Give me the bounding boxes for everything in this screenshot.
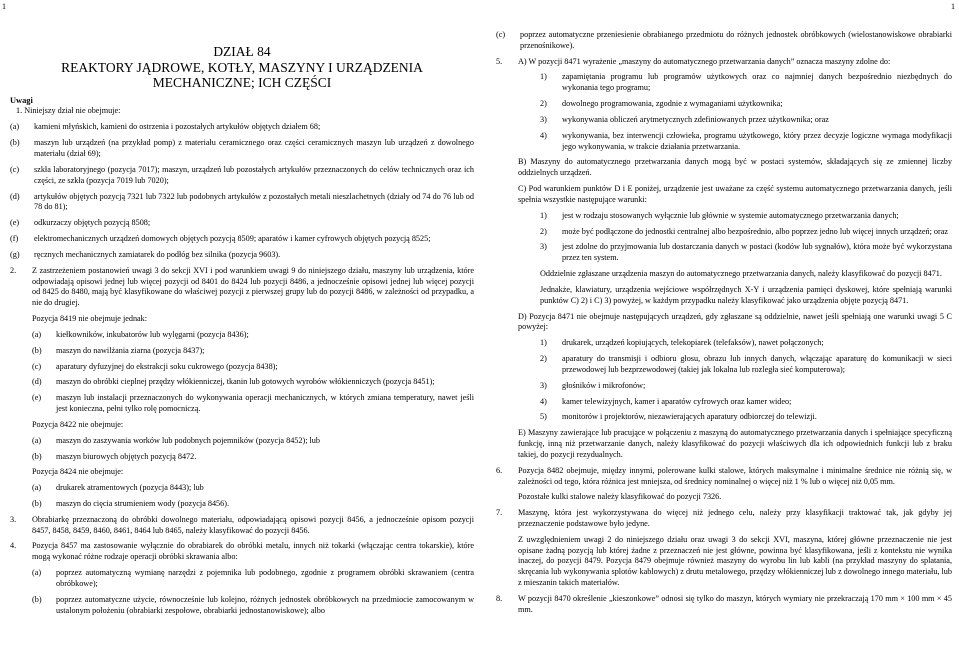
notes-heading: Uwagi — [10, 95, 33, 105]
note-number: 8. — [496, 593, 503, 603]
note-5d: D) Pozycja 8471 nie obejmuje następujących urządzeń, gdy zgłaszane są oddzielnie, nawet jeśli spełniają one warunki uwagi 5 C powyżej: — [518, 311, 952, 332]
item-label: (b) — [10, 138, 20, 148]
item-label: 5) — [540, 412, 547, 422]
list-item — [540, 211, 952, 222]
item-text: jest zdolne do przyjmowania lub dostarczania danych w postaci (kodów lub sygnałów), która może być wykorzystana przez ten system. — [562, 242, 952, 263]
item-text: poprzez automatyczne użycie, równocześnie lub kolejno, różnych jednostek obróbkowych na przedmiocie zamocowanym w ustalonym położeniu (obrabiarki zespołowe, obrabiarki jednostanowiskowe); albo — [56, 594, 474, 615]
item-label: (b) — [32, 499, 42, 508]
item-label: (c) — [10, 164, 20, 174]
note-2-text: Z zastrzeżeniem postanowień uwagi 3 do sekcji XVI i pod warunkiem uwagi 9 do niniejszego działu, maszyny lub urządzenia, które odpowiadają opisowi jednej lub więcej pozycji od 8401 do 8424 lub pozycji 8486, a jednocześnie opisowi jednej lub więcej pozycji od 8425 do 8480, mają być klasyfikowane do właściwej pozycji z pierwszej grupy lub do pozycji 8486, w zależności od przypadku, a nie do drugiej. — [32, 265, 474, 308]
p8422-heading: Pozycja 8422 nie obejmuje: — [32, 419, 124, 429]
list-item — [32, 393, 474, 415]
note-4c — [496, 30, 952, 52]
note-5c-list — [496, 211, 952, 264]
note-5a-list — [496, 72, 952, 152]
list-item — [32, 499, 474, 510]
item-label: 1) — [540, 338, 547, 348]
item-label: (d) — [32, 377, 42, 387]
note-7-para-2: Z uwzględnieniem uwagi 2 do niniejszego działu oraz uwagi 3 do sekcji XVI, maszyna, której główne przeznaczenie nie jest opisane żadną pozycją lub której żadne z przeznaczeń nie jest główne, powinna być klasyfikowana, jeśli z kontekstu nie wynika inaczej, do pozycji 8479. Pozycja 8479 obejmuje również maszyny do wyrobu lin lub kabli (na przykład maszyny do splatania, skręcania lub wykonywania splotów kablowych) z drutu metalowego, przędzy włókienniczej lub z dowolnego innego materiału, lub z mieszanin takich materiałów. — [518, 534, 952, 588]
item-text: drukarek atramentowych (pozycja 8443); lub — [56, 483, 204, 493]
item-text: maszyn do nawilżania ziarna (pozycja 8437); — [56, 345, 205, 355]
item-text: poprzez automatyczne przeniesienie obrabianego przedmiotu do różnych jednostek obróbkowych (wielostanowiskowe obrabiarki przenośnikowe). — [520, 30, 952, 50]
item-text: kamieni młyńskich, kamieni do ostrzenia i pozostałych artykułów objętych działem 68; — [34, 122, 321, 132]
item-text: maszyn lub instalacji przeznaczonych do wykonywania operacji mechanicznych, w których zmiana temperatury, nawet jeśli jest konieczna, pełni tylko rolę pomocniczą. — [56, 393, 474, 414]
item-text: kiełkowników, inkubatorów lub wylęgarni (pozycja 8436); — [56, 329, 249, 339]
note-1-list — [10, 122, 474, 260]
chapter-number: DZIAŁ 84 — [213, 44, 271, 59]
note-5b: B) Maszyny do automatycznego przetwarzania danych mogą być w postaci systemów, składających się ze zmiennej liczby oddzielnych urządzeń. — [518, 157, 952, 178]
list-item — [32, 483, 474, 494]
item-text: wykonywania obliczeń arytmetycznych zdefiniowanych przez użytkownika; oraz — [562, 114, 829, 124]
note-5c: C) Pod warunkiem punktów D i E poniżej, urządzenie jest uważane za część systemu automatycznego przetwarzania danych, jeśli spełnia wszystkie następujące warunki: — [518, 184, 952, 204]
list-item — [540, 99, 952, 110]
note-number: 3. — [10, 514, 17, 524]
page-number-right: 1 — [951, 2, 955, 11]
note-6-text: Pozycja 8482 obejmuje, między innymi, polerowane kulki stalowe, których maksymalne i minimalne średnice nie różnią się, w zależności od tego, która różnica jest mniejsza, od średnicy nominalnej o więcej niż 1 % lub o więcej niż 0,05 mm. — [518, 465, 952, 486]
item-label: (d) — [10, 191, 20, 201]
item-label: (b) — [32, 451, 42, 461]
chapter-title-line-2: MECHANICZNE; ICH CZĘŚCI — [152, 75, 332, 91]
note-3-text: Obrabiarkę przeznaczoną do obróbki dowolnego materiału, odpowiadającą opisowi pozycji 8456, a jednocześnie opisom pozycji 8457, 8458, 8459, 8460, 8461, 8464 lub 8465, należy klasyfikować do pozycji 8456. — [32, 514, 474, 535]
note-2-sub — [10, 314, 474, 510]
item-text: jest w rodzaju stosowanych wyłącznie lub głównie w systemie automatycznego przetwarzania danych; — [562, 210, 899, 220]
note-8-text: W pozycji 8470 określenie „kieszonkowe” odnosi się tylko do maszyn, których wymiary nie przekraczają 170 mm × 100 mm × 45 mm. — [518, 593, 952, 614]
item-label: (a) — [32, 568, 42, 578]
note-5e: E) Maszyny zawierające lub pracujące w połączeniu z maszyną do automatycznego przetwarzania danych i spełniające specyficzną funkcję, inną niż przetwarzanie danych, należy klasyfikować do pozycji właściwych dla ich odpowiednich funkcji lub z braku takiej, do pozycji rezydualnych. — [518, 428, 952, 459]
item-label: 4) — [540, 396, 547, 406]
list-item — [10, 192, 474, 214]
list-item — [540, 412, 952, 423]
item-label: (a) — [32, 329, 42, 339]
list-item — [10, 234, 474, 245]
note-4-text: Pozycja 8457 ma zastosowanie wyłącznie do obrabiarek do obróbki metalu, innych niż tokarki (włączając centra tokarskie), które mogą wykonać różne rodzaje operacji obróbki skrawania albo: — [32, 541, 474, 562]
list-item — [540, 227, 952, 238]
item-text: wykonywania, bez interwencji człowieka, programu użytkowego, który przez decyzje logiczne wymaga modyfikacji jego wykonywania, w trakcie działania przetwarzania. — [562, 130, 952, 151]
list-item — [540, 397, 952, 408]
item-label: (e) — [10, 218, 20, 228]
item-text: kamer telewizyjnych, kamer i aparatów cyfrowych oraz kamer wideo; — [562, 396, 792, 406]
item-text: maszyn lub urządzeń (na przykład pomp) z materiału ceramicznego oraz części ceramicznych maszyn lub urządzeń z dowolnego materiału (dział 69); — [34, 138, 474, 159]
item-label: (c) — [32, 361, 42, 371]
item-label: (e) — [32, 393, 42, 403]
item-text: aparatury dyfuzyjnej do ekstrakcji soku cukrowego (pozycja 8438); — [56, 361, 278, 371]
item-text: głośników i mikrofonów; — [562, 380, 646, 390]
p8424-heading: Pozycja 8424 nie obejmuje: — [32, 467, 124, 477]
list-item — [32, 330, 474, 341]
note-number: 2. — [10, 265, 17, 275]
item-text: może być podłączone do jednostki centralnej albo bezpośrednio, albo poprzez jedno lub więcej innych urządzeń; oraz — [562, 226, 949, 236]
item-text: maszyn biurowych objętych pozycją 8472. — [56, 451, 197, 461]
list-item — [10, 122, 474, 133]
item-text: szkła laboratoryjnego (pozycja 7017); maszyn, urządzeń lub pozostałych artykułów przeznaczonych do celów technicznych oraz ich części, ze szkła (pozycja 7019 lub 7020); — [34, 164, 474, 185]
list-item — [540, 72, 952, 94]
note-1-intro: 1. Niniejszy dział nie obejmuje: — [16, 105, 121, 115]
item-text: ręcznych mechanicznych zamiatarek do podłóg bez silnika (pozycja 9603). — [34, 249, 281, 259]
item-text: maszyn do obróbki cieplnej przędzy włókienniczej, tkanin lub gotowych wyrobów włókienniczych (pozycja 8451); — [56, 377, 435, 387]
left-column — [10, 0, 474, 621]
list-item — [10, 250, 474, 261]
item-text: elektromechanicznych urządzeń domowych objętych pozycją 8509; aparatów i kamer cyfrowych objętych pozycją 8525; — [34, 234, 431, 244]
list-item — [32, 362, 474, 373]
item-text: monitorów i projektorów, niezawierających aparatury odbiorczej do telewizji. — [562, 412, 817, 422]
list-item — [10, 218, 474, 229]
chapter-title-line-1: REAKTORY JĄDROWE, KOTŁY, MASZYNY I URZĄDZENIA — [61, 59, 423, 75]
note-5 — [496, 57, 952, 68]
item-label: 3) — [540, 114, 547, 124]
item-label: (a) — [32, 435, 42, 445]
item-label: 1) — [540, 210, 547, 220]
item-text: drukarek, urządzeń kopiujących, telekopiarek (telefaksów), nawet połączonych; — [562, 338, 824, 348]
note-number: 7. — [496, 508, 503, 518]
item-label: (a) — [32, 483, 42, 493]
item-text: dowolnego programowania, zgodnie z wymaganiami użytkownika; — [562, 99, 783, 109]
item-text: artykułów objętych pozycją 7321 lub 7322 lub podobnych artykułów z pozostałych metali nieszlachetnych (działy od 74 do 76 lub od 78 do 81); — [34, 191, 474, 212]
item-text: odkurzaczy objętych pozycją 8508; — [34, 218, 151, 228]
note-6-para-2: Pozostałe kulki stalowe należy klasyfikować do pozycji 7326. — [518, 492, 722, 502]
note-3 — [10, 515, 474, 537]
note-number: 5. — [496, 56, 503, 66]
item-label: (b) — [32, 345, 42, 355]
list-item — [540, 338, 952, 349]
note-4 — [10, 541, 474, 563]
list-item — [10, 138, 474, 160]
note-7 — [496, 508, 952, 530]
page-number-left: 1 — [2, 2, 6, 11]
item-label: 1) — [540, 72, 547, 82]
list-item — [32, 452, 474, 463]
list-item — [540, 381, 952, 392]
list-item — [10, 165, 474, 187]
item-label: (a) — [10, 122, 20, 132]
item-label: 2) — [540, 99, 547, 109]
note-number: 6. — [496, 465, 503, 475]
note-8 — [496, 594, 952, 616]
list-item — [540, 354, 952, 376]
item-text: aparatury do transmisji i odbioru głosu, obrazu lub innych danych, włączając aparaturę do komunikacji w sieci przewodowej lub bezprzewodowej (takiej jak lokalna lub rozległa sieć komputerowa); — [562, 354, 952, 374]
item-label: 3) — [540, 380, 547, 390]
list-item — [32, 346, 474, 357]
note-5c-para-1: Oddzielnie zgłaszane urządzenia maszyn do automatycznego przetwarzania danych, należy klasyfikować do pozycji 8471. — [540, 269, 942, 279]
note-5d-list — [496, 338, 952, 423]
item-text: maszyn do zaszywania worków lub podobnych pojemników (pozycja 8452); lub — [56, 435, 320, 445]
item-label: 2) — [540, 354, 547, 364]
item-label: 2) — [540, 226, 547, 236]
list-item — [540, 131, 952, 153]
note-5a-text: A) W pozycji 8471 wyrażenie „maszyny do automatycznego przetwarzania danych” oznacza maszyny zdolne do: — [518, 56, 891, 66]
item-label: 3) — [540, 242, 547, 252]
right-column — [496, 30, 952, 621]
list-item — [540, 115, 952, 126]
list-item — [32, 568, 474, 590]
note-7-text: Maszynę, która jest wykorzystywana do więcej niż jednego celu, należy przy klasyfikacji traktować tak, jak gdyby jej przeznaczenie podstawowe było jedyne. — [518, 508, 952, 528]
item-label: 4) — [540, 130, 547, 140]
note-number: 4. — [10, 541, 17, 551]
item-text: zapamiętania programu lub programów użytkowych oraz co najmniej danych bezpośrednio niezbędnych do wykonania tego programu; — [562, 72, 952, 93]
chapter-title — [10, 0, 474, 91]
note-4-list — [10, 568, 474, 616]
item-label: (c) — [496, 30, 506, 39]
list-item — [32, 436, 474, 447]
list-item — [32, 377, 474, 388]
item-text: poprzez automatyczną wymianę narzędzi z pojemnika lub podobnego, zgodnie z programem obróbki skrawaniem (centra obróbkowe); — [56, 568, 474, 588]
p8419-heading: Pozycja 8419 nie obejmuje jednak: — [32, 314, 148, 324]
item-label: (f) — [10, 234, 19, 244]
item-text: maszyn do cięcia strumieniem wody (pozycja 8456). — [56, 499, 230, 508]
list-item — [540, 242, 952, 264]
note-6 — [496, 466, 952, 488]
note-5c-para-2: Jednakże, klawiatury, urządzenia wejściowe współrzędnych X-Y i urządzenia pamięci dyskowej, które spełniają warunki punktów C) 2) i C) 3) powyżej, w każdym przypadku należy klasyfikować jako urządzenia objęte pozycją 8471. — [540, 284, 952, 305]
item-label: (g) — [10, 249, 20, 259]
list-item — [32, 595, 474, 617]
item-label: (b) — [32, 594, 42, 604]
note-2 — [10, 266, 474, 309]
